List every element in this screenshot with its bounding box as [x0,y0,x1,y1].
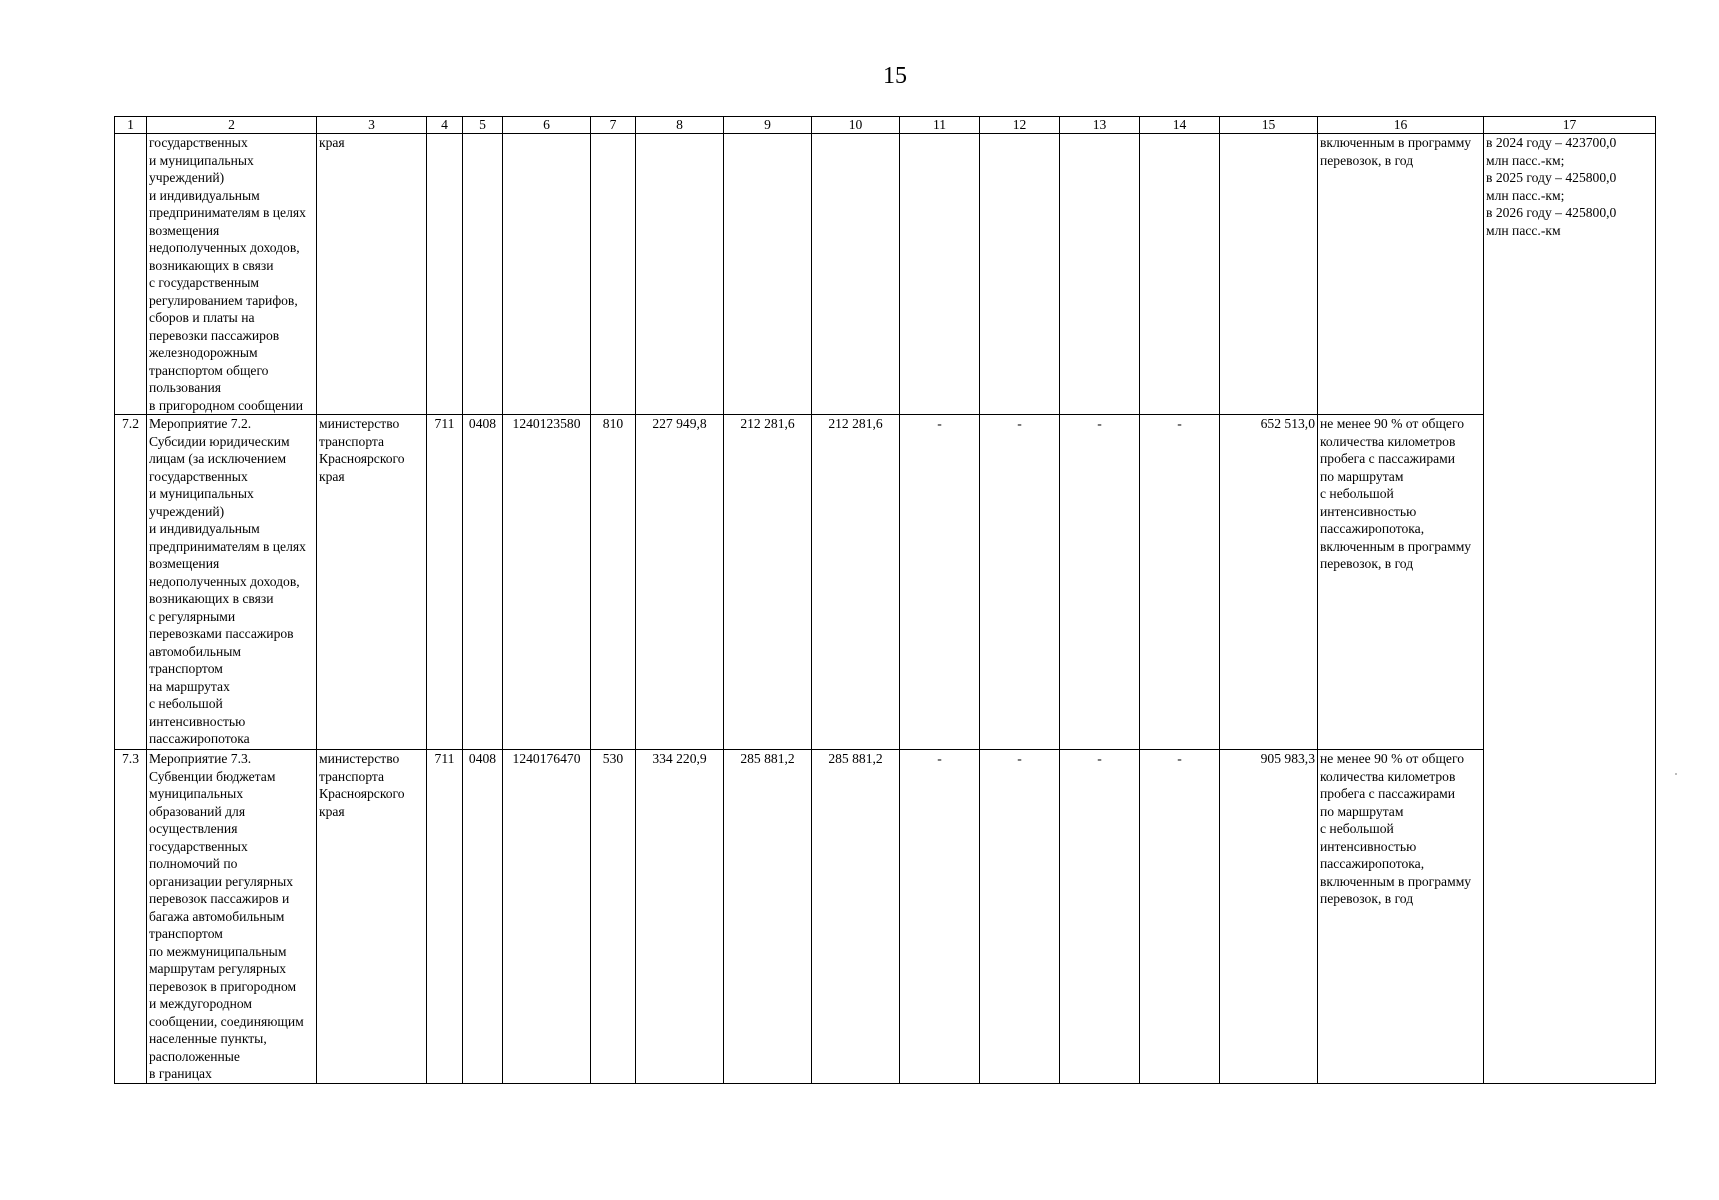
total-amount [1220,134,1318,415]
column-number: 15 [1220,117,1318,134]
amount-2025: 212 281,6 [724,415,812,750]
column-12-value: - [980,750,1060,1084]
column-11-value: - [900,415,980,750]
row-id [115,134,147,415]
csr-code [503,134,591,415]
vr-code: 530 [591,750,636,1084]
grbs-code: 711 [427,750,463,1084]
amount-2026 [812,134,900,415]
administrator: края [317,134,427,415]
column-13-value: - [1060,415,1140,750]
vr-code: 810 [591,415,636,750]
administrator: министерство транспорта Красноярского края [317,750,427,1084]
column-number: 14 [1140,117,1220,134]
vr-code [591,134,636,415]
event-name: Мероприятие 7.2. Субсидии юридическим лицам (за исключением государственных и муниципальных учреждений) и индивидуальным предпринимателям в целях возмещения недополученных доходов, возникающих в связи с регулярными перевозками пассажиров автомобильным транспортом на маршрутах с небольшой интенсивностью пассажиропотока [147,415,317,750]
column-number: 13 [1060,117,1140,134]
column-11-value [900,134,980,415]
rzpr-code [463,134,503,415]
csr-code: 1240176470 [503,750,591,1084]
column-number: 5 [463,117,503,134]
column-13-value [1060,134,1140,415]
rzpr-code: 0408 [463,415,503,750]
row-id: 7.3 [115,750,147,1084]
expected-result: включенным в программу перевозок, в год [1318,134,1484,415]
column-11-value: - [900,750,980,1084]
program-table [114,116,1656,1084]
event-name: Мероприятие 7.3. Субвенции бюджетам муниципальных образований для осуществления государственных полномочий по организации регулярных перевозок пассажиров и багажа автомобильным транспортом по межмуниципальным маршрутам регулярных перевозок в пригородном и междугородном сообщении, соединяющим населенные пункты, расположенные в границах [147,750,317,1084]
amount-2026: 285 881,2 [812,750,900,1084]
column-number: 9 [724,117,812,134]
table-row [115,415,1656,750]
column-number: 16 [1318,117,1484,134]
table-row [115,750,1656,1084]
amount-2026: 212 281,6 [812,415,900,750]
column-number: 3 [317,117,427,134]
expected-result: не менее 90 % от общего количества километров пробега с пассажирами по маршрутам с небольшой интенсивностью пассажиропотока, включенным в программу перевозок, в год [1318,750,1484,1084]
amount-2025: 285 881,2 [724,750,812,1084]
total-amount: 652 513,0 [1220,415,1318,750]
page-number: 15 [883,63,907,89]
grbs-code: 711 [427,415,463,750]
row-id: 7.2 [115,415,147,750]
scan-speck [1675,773,1677,775]
column-number: 17 [1484,117,1656,134]
column-number-row [115,117,1656,134]
column-number: 11 [900,117,980,134]
amount-2024: 227 949,8 [636,415,724,750]
column-number: 12 [980,117,1060,134]
column-12-value: - [980,415,1060,750]
table-row [115,134,1656,415]
column-14-value [1140,134,1220,415]
event-name: государственных и муниципальных учреждений) и индивидуальным предпринимателям в целях возмещения недополученных доходов, возникающих в связи с государственным регулированием тарифов, сборов и платы на перевозки пассажиров железнодорожным транспортом общего пользования в пригородном сообщении [147,134,317,415]
amount-2025 [724,134,812,415]
target-indicator: в 2024 году – 423700,0 млн пасс.-км; в 2025 году – 425800,0 млн пасс.-км; в 2026 году – 425800,0 млн пасс.-км [1484,134,1656,1084]
amount-2024 [636,134,724,415]
column-number: 10 [812,117,900,134]
column-number: 7 [591,117,636,134]
column-number: 8 [636,117,724,134]
column-14-value: - [1140,415,1220,750]
column-12-value [980,134,1060,415]
amount-2024: 334 220,9 [636,750,724,1084]
column-14-value: - [1140,750,1220,1084]
column-13-value: - [1060,750,1140,1084]
grbs-code [427,134,463,415]
rzpr-code: 0408 [463,750,503,1084]
column-number: 1 [115,117,147,134]
total-amount: 905 983,3 [1220,750,1318,1084]
column-number: 2 [147,117,317,134]
column-number: 6 [503,117,591,134]
column-number: 4 [427,117,463,134]
csr-code: 1240123580 [503,415,591,750]
administrator: министерство транспорта Красноярского края [317,415,427,750]
expected-result: не менее 90 % от общего количества километров пробега с пассажирами по маршрутам с небольшой интенсивностью пассажиропотока, включенным в программу перевозок, в год [1318,415,1484,750]
